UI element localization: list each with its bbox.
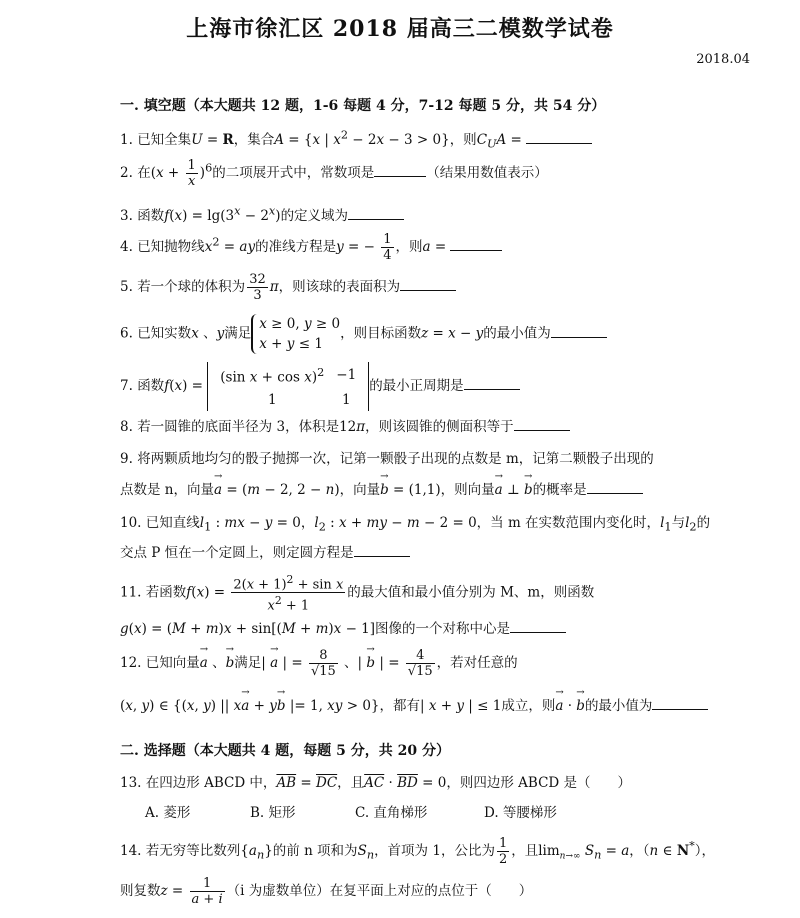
q11-answer-blank [510,620,566,633]
question-14-line-2: 则复数z = $\frac{1}{a + i}$ （i 为虚数单位）在复平面上对应的点位于（ ） [120,876,533,907]
question-10-line-1: 10. 已知直线$l_1$ : mx − y = 0，$l_2$ : x + my − m − 2 = 0，当 m 在实数范围内变化时，$l_1$与$l_2$的 [120,515,711,534]
question-9-line-2: 点数是 n，向量→ a = (m − 2, 2 − n)，向量→ b = (1,1)，则向量→ a ⊥ → b的概率是 [120,478,720,498]
q5-answer-blank [400,278,456,291]
question-5: 5. 若一个球的体积为 $\frac{32}{3}$ π，则该球的表面积为 [120,272,720,303]
q1-answer-blank [526,131,592,144]
exam-date: 2018.04 [696,52,750,67]
q1-number: 1. [120,132,133,148]
question-10-line-2: 交点 P 恒在一个定圆上，则定圆方程是 [120,541,720,561]
question-3: 3. 函数$f(x) = \lg(3^x - 2^x)$的定义域为 [120,204,720,224]
question-2: 2. 在(x + $\frac{1}{x}$ )$^6$的二项展开式中，常数项是 （结果用数值表示） [120,158,548,189]
section-1-heading: 一. 填空题（本大题共 12 题，1-6 每题 4 分，7-12 每题 5 分，共 54 分） [120,98,606,114]
question-12-line-1: 12. 已知向量→ a 、→ b满足| → a | = $\frac{8}{√15}$ 、| → b | = $\frac{4}{√15}$ ，若对任意的 [120,648,720,679]
question-11-line-2: g(x) = (M + m)x + sin[(M + m)x − 1]图像的一个对称中心是 [120,617,720,637]
q8-answer-blank [514,418,570,431]
question-7: 7. 函数f(x) = (sin x + cos x)$^2$ −1 1 1 的最小正周期是 [120,362,720,411]
q6-answer-blank [551,325,607,338]
section-2-heading: 二. 选择题（本大题共 4 题，每题 5 分，共 20 分） [120,743,450,759]
question-12-line-2: (x, y) ∈ {(x, y) || x→ a + y→ b |= 1, xy > 0}，都有| x + y | ≤ 1成立，则→ a · → b的最小值为 [120,694,720,714]
question-13: 13. 在四边形 ABCD 中，$\overline{AB} = \overline{DC}$，且$\overline{AC} \cdot \overline{BD} = 0$，则四边形 ABCD 是（ ） [120,775,632,791]
q12-answer-blank [652,697,708,710]
question-6: 6. 已知实数x 、y满足x ≥ 0, y ≥ 0 x + y ≤ 1，则目标函数z = x − y的最小值为 [120,314,720,354]
q2-answer-blank [374,164,426,177]
q13-choice-d: D. 等腰梯形 [484,805,557,821]
q13-choice-c: C. 直角梯形 [355,805,428,821]
q13-choice-b: B. 矩形 [250,805,296,821]
question-9-line-1: 9. 将两颗质地均匀的骰子抛掷一次，记第一颗骰子出现的点数是 m，记第二颗骰子出现的 [120,451,654,467]
q13-choice-a: A. 菱形 [145,805,191,821]
question-8: 8. 若一圆锥的底面半径为 3，体积是12π，则该圆锥的侧面积等于 [120,415,720,435]
q10-answer-blank [354,544,410,557]
question-4: 4. 已知抛物线$x^2$ = ay的准线方程是y = − $\frac{1}{4}$ ，则a = [120,232,720,263]
question-11-line-1: 11. 若函数f(x) = $\frac{2(x + 1)^2 + \sin x}{x^2 + 1}$ 的最大值和最小值分别为 M、m，则函数 [120,573,595,614]
q4-answer-blank [450,238,502,251]
question-1: 1. 已知全集U = R，集合A = {x | $x^2 - 2x - 3 > 0$}，则$C_UA$ = [120,128,720,151]
q9-answer-blank [587,481,643,494]
exam-title: 上海市徐汇区 2018 届高三二模数学试卷 [186,16,614,42]
q7-answer-blank [464,377,520,390]
q3-answer-blank [348,207,404,220]
question-14-line-1: 14. 若无穷等比数列$\{a_n\}$的前 n 项和为$S_n$，首项为 1，公比为 $\frac{1}{2}$ ，且$\lim_{n\to\infty} S_n = a$，（n ∈ N*）， [120,836,716,867]
